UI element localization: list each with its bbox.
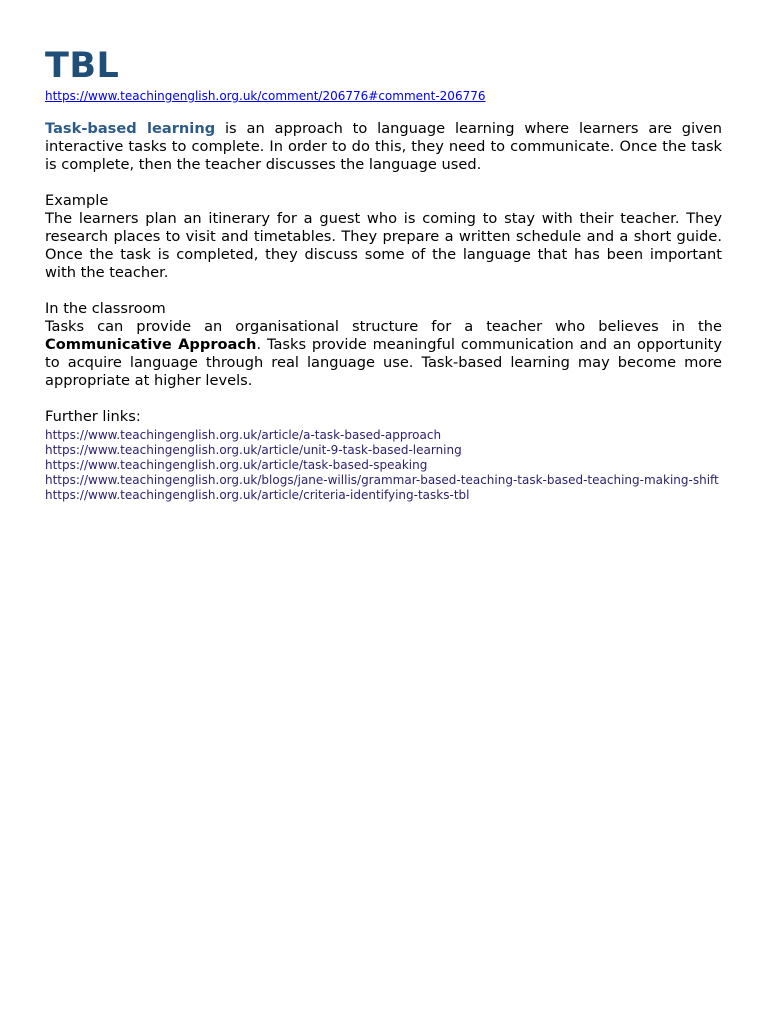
further-link[interactable]: https://www.teachingenglish.org.uk/article/criteria-identifying-tasks-tbl: [45, 488, 470, 502]
source-link[interactable]: https://www.teachingenglish.org.uk/comment/206776#comment-206776: [45, 89, 486, 103]
further-links-heading: Further links:: [45, 408, 141, 425]
intro-term: Task-based learning: [45, 120, 216, 137]
intro-paragraph: [45, 120, 722, 174]
further-link[interactable]: https://www.teachingenglish.org.uk/article/a-task-based-approach: [45, 428, 442, 442]
intro-text: is an approach to language learning where learners are given interactive tasks to complete. In order to do this, they need to communicate. Once the task is complete, then the teacher discusses the language used.: [45, 120, 722, 173]
example-paragraph: The learners plan an itinerary for a guest who is coming to stay with their teacher. They research places to visit and timetables. They prepare a written schedule and a short guide. Once the task is completed, they discuss some of the language that has been important with the teacher.: [45, 210, 722, 281]
document-page: [45, 44, 722, 503]
classroom-paragraph: [45, 318, 722, 390]
further-link[interactable]: https://www.teachingenglish.org.uk/article/unit-9-task-based-learning: [45, 443, 462, 457]
further-link[interactable]: https://www.teachingenglish.org.uk/article/task-based-speaking: [45, 458, 428, 472]
example-heading: Example: [45, 192, 109, 209]
further-link[interactable]: https://www.teachingenglish.org.uk/blogs/jane-willis/grammar-based-teaching-task-based-teaching-making-shift: [45, 473, 719, 487]
page-title: TBL: [45, 46, 120, 86]
classroom-heading: In the classroom: [45, 300, 166, 317]
further-links-list: [45, 428, 722, 503]
classroom-text-after: . Tasks provide meaningful communication and an opportunity to acquire language through real language use. Task-based learning may become more appropriate at higher levels.: [45, 336, 723, 389]
classroom-term: Communicative Approach: [45, 336, 257, 353]
classroom-text-before: Tasks can provide an organisational structure for a teacher who believes in the: [45, 318, 722, 335]
